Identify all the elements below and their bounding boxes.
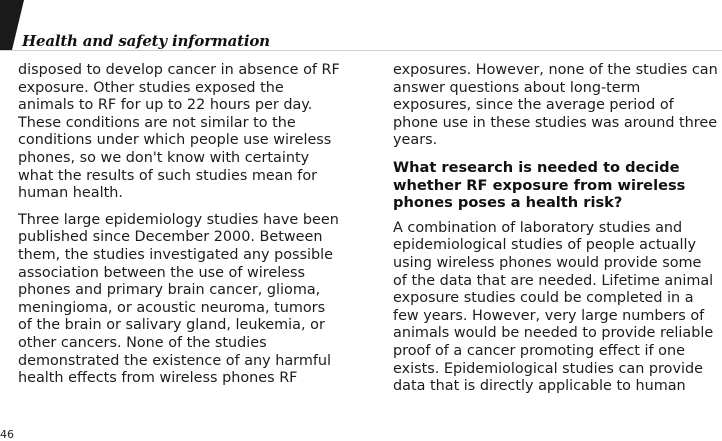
text-line: animals would be needed to provide reliable	[393, 325, 714, 342]
text-line: health effects from wireless phones RF	[18, 370, 298, 387]
text-line: A combination of laboratory studies and	[393, 219, 683, 236]
text-line: few years. However, very large numbers of	[393, 307, 705, 324]
text-line: exposure. Other studies exposed the	[18, 79, 284, 96]
section-heading	[393, 159, 722, 212]
text-line: years.	[393, 132, 438, 149]
text-line: epidemiological studies of people actually	[393, 237, 696, 254]
paragraph-epidemiology-studies	[18, 212, 358, 388]
text-line: association between the use of wireless	[18, 264, 306, 281]
text-line: exposures, since the average period of	[393, 97, 674, 114]
text-line: meningioma, or acoustic neuroma, tumors	[18, 299, 326, 316]
text-line: of the brain or salivary gland, leukemia, or	[18, 317, 325, 334]
text-line: using wireless phones would provide some	[393, 254, 702, 271]
text-line: other cancers. None of the studies	[18, 334, 267, 351]
text-line: phones and primary brain cancer, glioma,	[18, 282, 321, 299]
text-line: conditions under which people use wireless	[18, 132, 332, 149]
text-line: phone use in these studies was around three	[393, 114, 718, 131]
text-line: phones, so we don't know with certainty	[18, 149, 310, 166]
paragraph-animal-studies	[18, 62, 358, 203]
text-line: animals to RF for up to 22 hours per day.	[18, 97, 313, 114]
heading-line: whether RF exposure from wireless	[393, 176, 686, 194]
text-line: data that is directly applicable to human	[393, 378, 686, 395]
text-line: proof of a cancer promoting effect if one	[393, 342, 685, 359]
text-line: Three large epidemiology studies have been	[18, 211, 339, 228]
page-number: 46	[0, 428, 14, 441]
right-text-column	[393, 62, 722, 405]
header-accent-bar	[0, 0, 24, 50]
text-line: what the results of such studies mean for	[18, 167, 318, 184]
paragraph-exposures-continued	[393, 62, 722, 150]
text-line: of the data that are needed. Lifetime animal	[393, 272, 714, 289]
text-line: disposed to develop cancer in absence of RF	[18, 62, 340, 78]
header-divider	[0, 50, 722, 51]
heading-line: What research is needed to decide	[393, 158, 680, 176]
text-line: human health.	[18, 185, 123, 202]
text-line: exposures. However, none of the studies can	[393, 62, 718, 78]
section-title: Health and safety information	[22, 32, 270, 50]
text-line: them, the studies investigated any possible	[18, 246, 334, 263]
text-line: answer questions about long-term	[393, 79, 641, 96]
left-text-column	[18, 62, 358, 397]
text-line: These conditions are not similar to the	[18, 114, 296, 131]
text-line: demonstrated the existence of any harmful	[18, 352, 332, 369]
heading-line: phones poses a health risk?	[393, 194, 623, 212]
text-line: exposure studies could be completed in a	[393, 290, 694, 307]
text-line: exists. Epidemiological studies can provide	[393, 360, 703, 377]
text-line: published since December 2000. Between	[18, 229, 323, 246]
paragraph-research-needed	[393, 220, 722, 396]
